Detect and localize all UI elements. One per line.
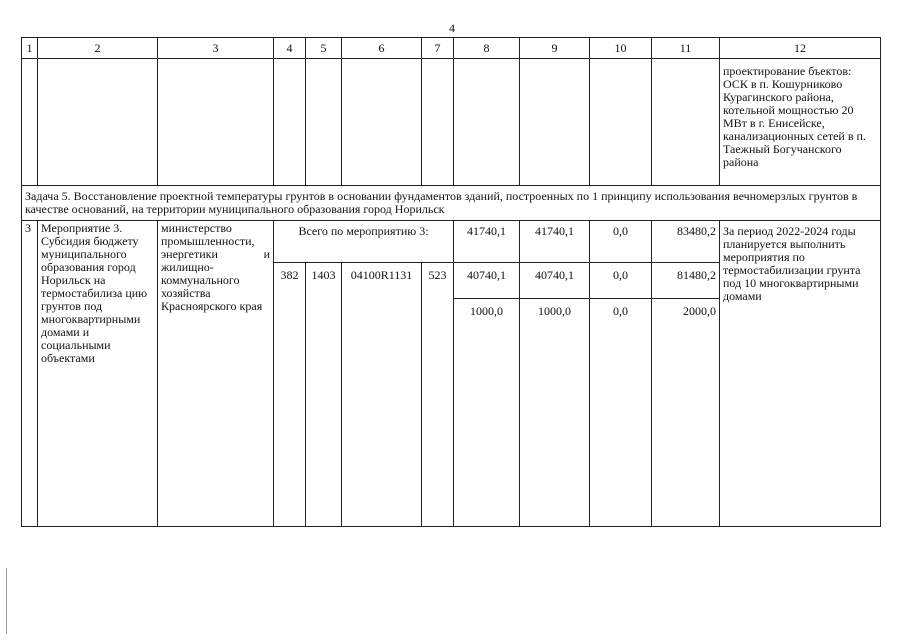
col-header: 4: [274, 38, 306, 59]
kbk-col7: 523: [422, 263, 454, 527]
col-header: 1: [22, 38, 38, 59]
measure-name: Мероприятие 3. Субсидия бюджету муниципального образования город Норильск на термостабилиза цию грунтов под многоквартирными домами и социальными объектами: [38, 221, 158, 527]
total-label: Всего по мероприятию 3:: [274, 221, 454, 263]
program-table: [21, 37, 881, 527]
col-header: 9: [520, 38, 590, 59]
col-header: 5: [306, 38, 342, 59]
scan-artifact-line: [6, 568, 7, 634]
measure-executor: министерство промышленности, энергетики и жилищно-коммунального хозяйства Красноярского края: [158, 221, 274, 527]
row2-col10: 0,0: [590, 263, 652, 299]
continued-result-cell: проектирование бъектов: ОСК в п. Кошурниково Курагинского района, котельной мощностью 20 МВт в г. Енисейске, канализационных сетей в п. Таежный Богучанского района: [720, 59, 881, 186]
task-row: [22, 186, 881, 221]
col-header: 10: [590, 38, 652, 59]
col-header: 6: [342, 38, 422, 59]
col-header: 3: [158, 38, 274, 59]
total-col9: 41740,1: [520, 221, 590, 263]
col-header: 11: [652, 38, 720, 59]
measure-total-row: [22, 221, 881, 263]
task-5-text: Задача 5. Восстановление проектной температуры грунтов в основании фундаментов зданий, построенных по 1 принципу использования вечномерзлых грунтов в качестве оснований, на территории муниципального образования город Норильск: [22, 186, 881, 221]
total-col11: 83480,2: [652, 221, 720, 263]
row2-col11: 81480,2: [652, 263, 720, 299]
continued-row: [22, 59, 881, 186]
header-row: [22, 38, 881, 59]
col-header: 12: [720, 38, 881, 59]
row3-col10: 0,0: [590, 299, 652, 527]
kbk-col5: 1403: [306, 263, 342, 527]
total-col10: 0,0: [590, 221, 652, 263]
row3-col8: 1000,0: [454, 299, 520, 527]
row3-col11: 2000,0: [652, 299, 720, 527]
row2-col9: 40740,1: [520, 263, 590, 299]
kbk-col4: 382: [274, 263, 306, 527]
row2-col8: 40740,1: [454, 263, 520, 299]
page-number: 4: [449, 21, 455, 35]
measure-number: 3: [22, 221, 38, 527]
col-header: 8: [454, 38, 520, 59]
row3-col9: 1000,0: [520, 299, 590, 527]
col-header: 2: [38, 38, 158, 59]
measure-result: За период 2022-2024 годы планируется выполнить мероприятия по термостабилизации грунта под 10 многоквартирными домами: [720, 221, 881, 527]
total-col8: 41740,1: [454, 221, 520, 263]
col-header: 7: [422, 38, 454, 59]
kbk-col6: 04100R1131: [342, 263, 422, 527]
